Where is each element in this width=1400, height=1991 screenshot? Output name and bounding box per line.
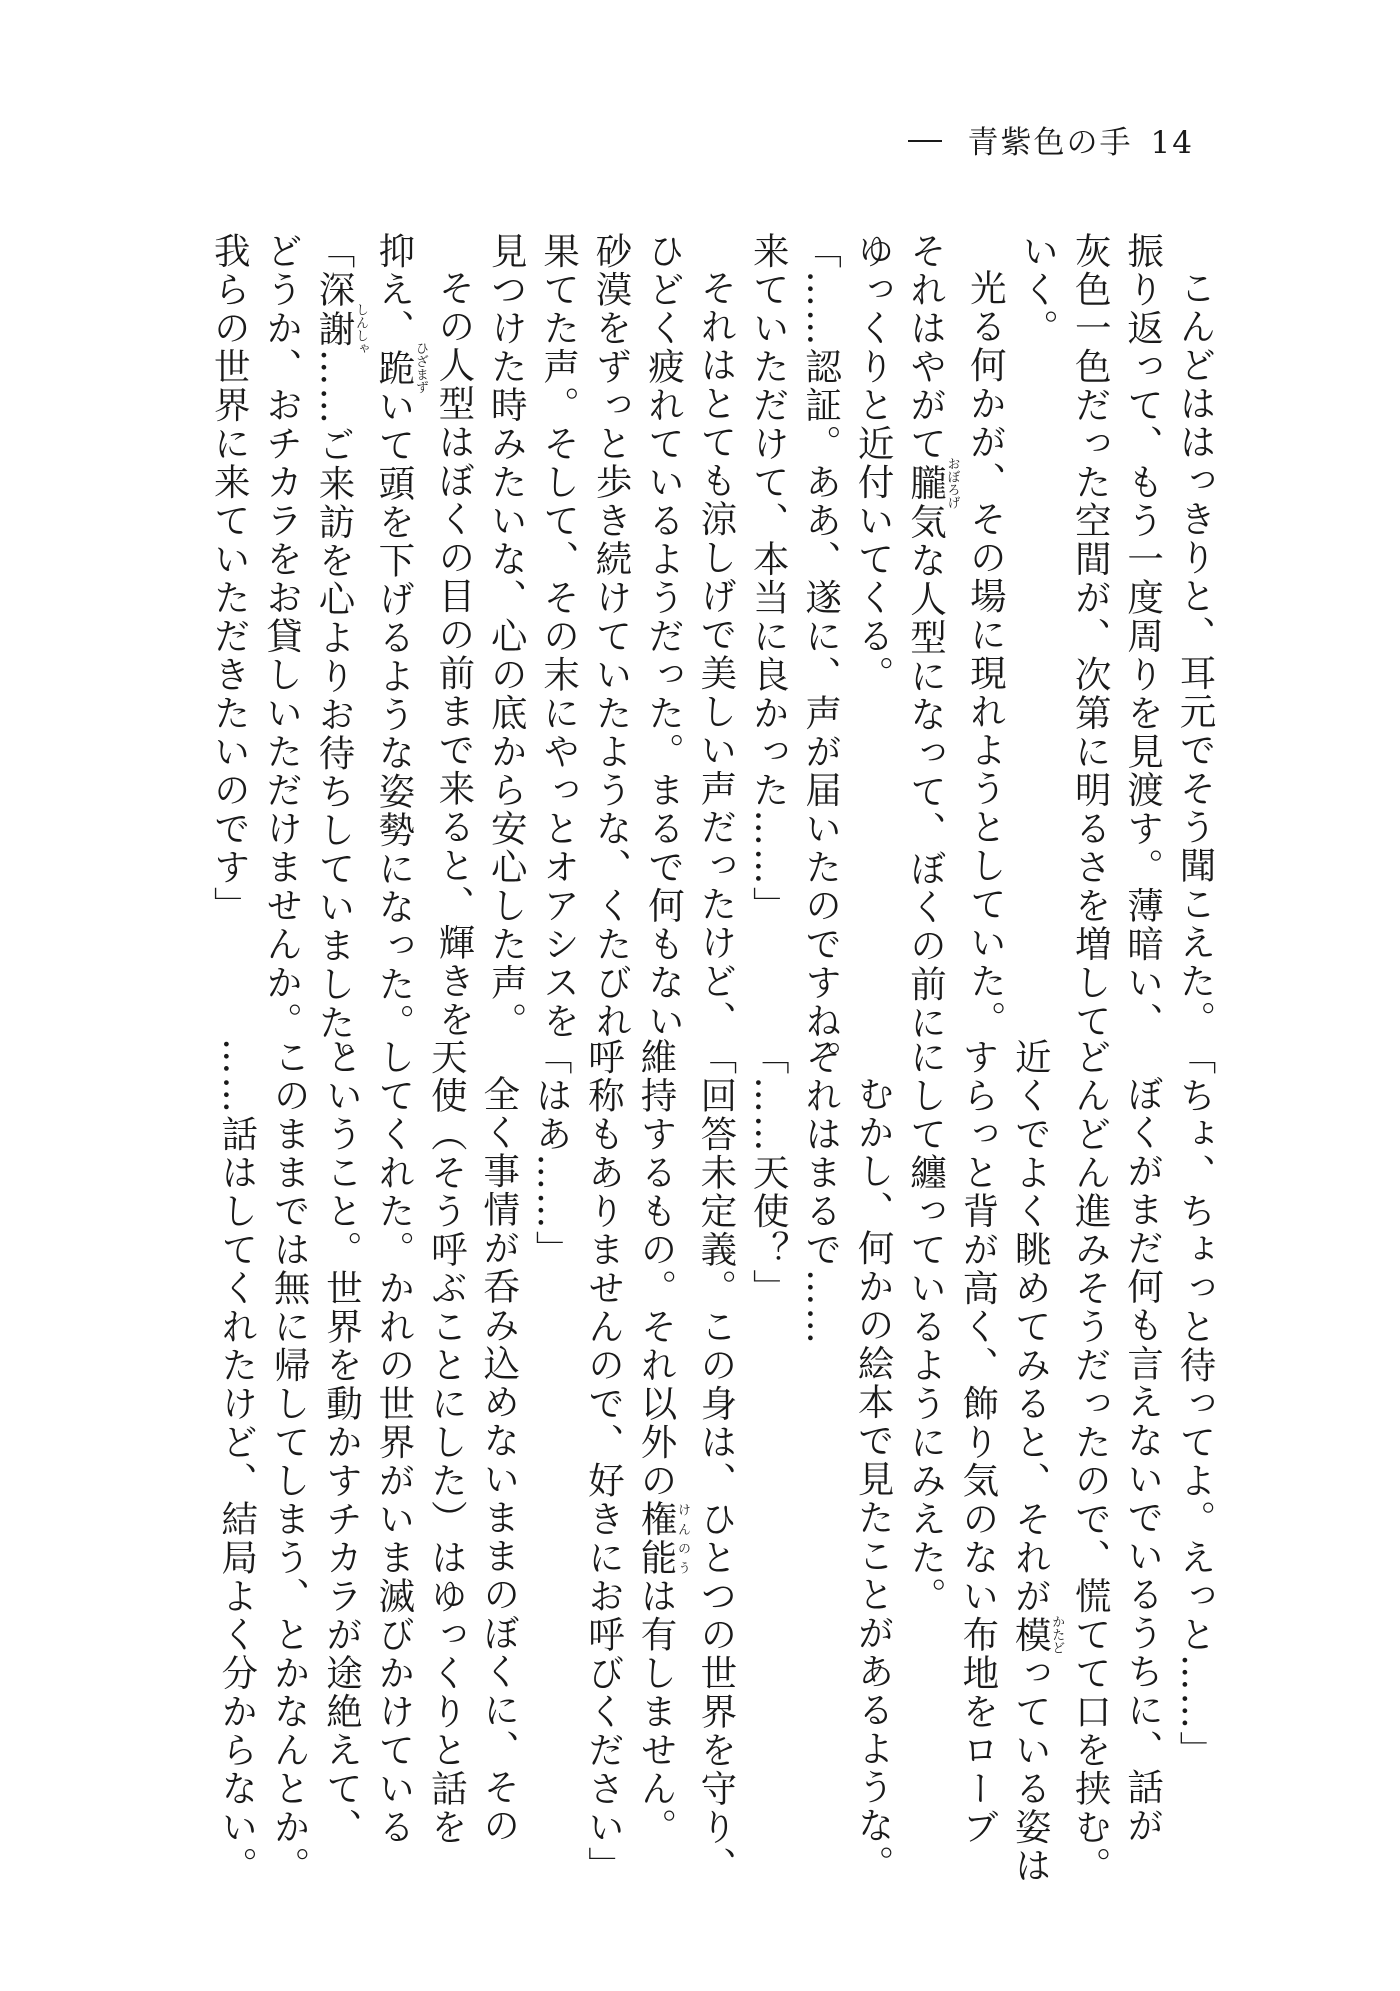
text-line: こんどははっきりと、耳元でそう聞こえた。 xyxy=(1174,268,1217,1039)
ruby-reading: かたど xyxy=(1049,1615,1065,1655)
text-line: 全く事情が呑み込めないままのぼくに、その xyxy=(477,1074,521,1845)
ruby-annotation xyxy=(372,341,428,394)
text-line xyxy=(899,232,960,1042)
ruby-annotation xyxy=(313,303,368,355)
text-line xyxy=(630,1038,690,1847)
text-line: このままでは無に帰してしまう、とかなんとか。 xyxy=(268,1038,312,1885)
text-line xyxy=(308,232,368,1081)
text-line: 砂漠をずっと歩き続けていたような、くたびれ xyxy=(590,232,634,1041)
text-line: 果てた声。そして、その末にやっとオアシスを xyxy=(537,232,581,1041)
running-head xyxy=(908,125,1194,161)
text-line: ぼくがまだ何も言えないでいるうちに、話が xyxy=(1121,1074,1165,1845)
ruby-annotation xyxy=(634,1500,690,1577)
text-line: してくれた。かれの世界がいま滅びかけている xyxy=(372,1038,416,1847)
text-line: 天使（そう呼ぶことにした）はゆっくりと話を xyxy=(425,1038,469,1847)
text-line: その人型はぼくの目の前まで来ると、輝きを xyxy=(432,268,476,1039)
ruby-reading: おぼろげ xyxy=(944,457,960,509)
text-line: 「……認証。ああ、遂に、声が届いたのですね。 xyxy=(799,232,843,1079)
page-number: 14 xyxy=(1150,125,1194,161)
text-segment: 抑え、 xyxy=(372,232,416,348)
text-line: 灰色一色だった空間が、次第に明るさを増して xyxy=(1069,232,1113,1041)
text-block-top xyxy=(203,232,1221,1081)
ruby-base: 朧 xyxy=(904,457,948,509)
text-segment: ……ご来訪を心よりお待ちしていました。 xyxy=(313,349,356,1081)
text-line: ゆっくりと近付いてくる。 xyxy=(852,232,896,694)
text-segment: 近くでよく眺めてみると、それが xyxy=(1009,1038,1053,1616)
ruby-reading: けんのう xyxy=(674,1500,690,1577)
text-segment: いて頭を下げるような姿勢になった。 xyxy=(372,387,416,1042)
text-line: 来ていただけて、本当に良かった……」 xyxy=(747,232,791,925)
text-line: 「回答未定義。この身は、ひとつの世界を守り、 xyxy=(694,1038,738,1885)
text-segment: っている姿は xyxy=(1009,1654,1053,1885)
chapter-dash xyxy=(908,140,942,142)
text-line xyxy=(368,232,428,1042)
text-line: むかし、何かの絵本で見たことがあるような。 xyxy=(852,1074,896,1883)
text-segment: 「深 xyxy=(313,232,356,309)
text-line: どうか、おチカラをお貸しいただけませんか。 xyxy=(260,232,304,1041)
ruby-base: 権能 xyxy=(634,1500,678,1577)
text-line: ……話はしてくれたけど、結局よく分からない。 xyxy=(215,1038,259,1885)
text-segment: 維持するもの。それ以外の xyxy=(634,1038,678,1500)
text-segment: は有しません。 xyxy=(634,1577,678,1847)
text-line: にして纏っているようにみえた。 xyxy=(904,1038,948,1616)
text-line: それはまるで…… xyxy=(799,1038,843,1346)
text-line: 「……天使？」 xyxy=(747,1038,791,1308)
text-line: すらっと背が高く、飾り気のない布地をローブ xyxy=(956,1038,1000,1847)
chapter-title: 青紫色の手 xyxy=(967,125,1133,161)
text-line: どんどん進みそうだったので、慌てて口を挟む。 xyxy=(1069,1038,1113,1885)
ruby-reading: ひざまず xyxy=(412,341,428,394)
ruby-annotation xyxy=(904,457,960,509)
text-line xyxy=(1004,1038,1065,1885)
text-line: 呼称もありませんので、好きにお呼びください」 xyxy=(582,1038,626,1885)
ruby-base: 跪 xyxy=(372,341,416,394)
text-line: いく。 xyxy=(1016,232,1060,348)
text-line: 光る何かが、その場に現れようとしていた。 xyxy=(964,268,1008,1039)
text-line: ひどく疲れているようだった。まるで何もない xyxy=(642,232,686,1041)
text-line: 「はあ……」 xyxy=(530,1038,574,1269)
ruby-reading: しんしゃ xyxy=(353,303,368,355)
ruby-annotation xyxy=(1009,1615,1065,1655)
text-segment: 気な人型になって、ぼくの前に xyxy=(904,503,948,1042)
text-line: 「ちょ、ちょっと待ってよ。えっと……」 xyxy=(1174,1038,1217,1770)
ruby-base: 模 xyxy=(1009,1615,1053,1655)
text-line: 我らの世界に来ていただきたいのです」 xyxy=(208,232,252,925)
text-line: 見つけた時みたいな、心の底から安心した声。 xyxy=(485,232,529,1041)
text-segment: それはやがて xyxy=(904,232,948,463)
text-line: 振り返って、もう一度周りを見渡す。薄暗い、 xyxy=(1121,232,1165,1041)
ruby-base: 謝 xyxy=(313,303,356,355)
text-block-bottom xyxy=(210,1038,1221,1885)
text-line: ということ。世界を動かすチカラが途絶えて、 xyxy=(320,1038,364,1847)
text-line: それはとても涼しげで美しい声だったけど、 xyxy=(694,268,738,1039)
